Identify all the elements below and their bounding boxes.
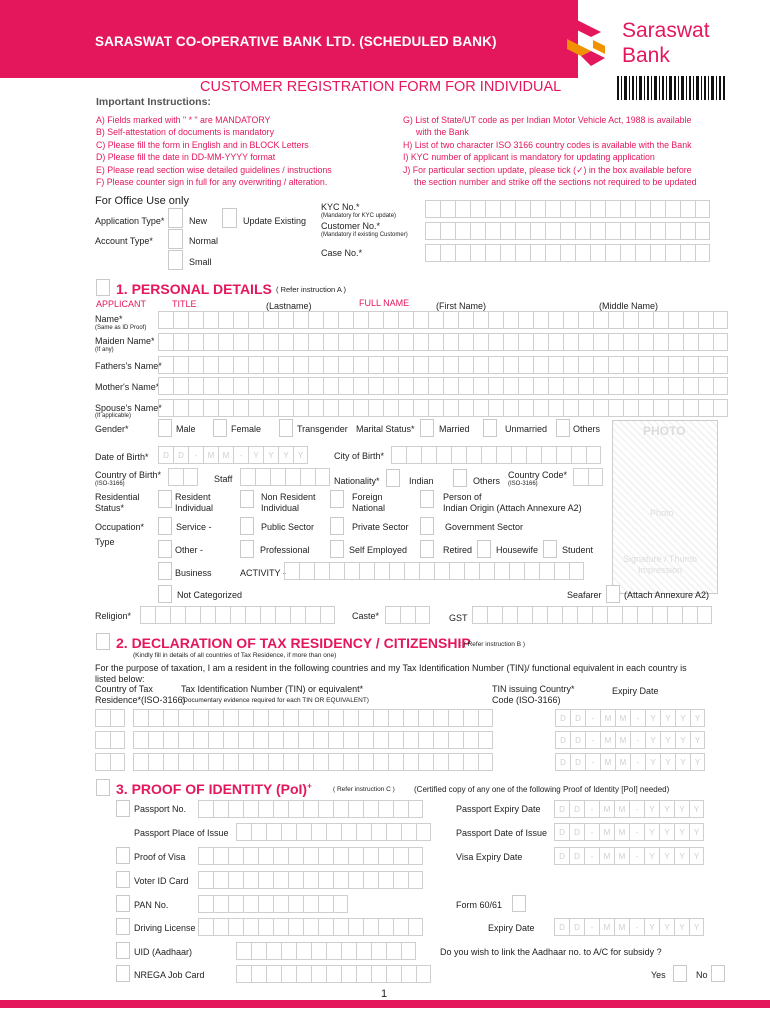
foreign-checkbox[interactable]: [330, 490, 344, 508]
female-label: Female: [231, 424, 262, 434]
small-label: Small: [189, 257, 212, 267]
nrega-input[interactable]: [236, 965, 431, 983]
voter-label: Voter ID Card: [134, 876, 189, 886]
non-resident-label: Non Resident: [261, 492, 316, 502]
dl-expiry-input[interactable]: D D - M M - Y Y Y Y: [554, 918, 704, 936]
others-marital-checkbox[interactable]: [556, 419, 570, 437]
pio-label: Person of: [443, 492, 482, 502]
caste-label: Caste*: [352, 611, 380, 621]
professional-checkbox[interactable]: [240, 540, 254, 558]
gst-input[interactable]: [472, 606, 712, 624]
normal-label: Normal: [189, 236, 219, 246]
staff-input[interactable]: [240, 468, 330, 486]
tax-col2b: (Documentary evidence required for each TIN OR EQUIVALENT): [181, 697, 369, 704]
fathers-input[interactable]: [158, 356, 728, 374]
voter-checkbox[interactable]: [116, 871, 130, 888]
pan-label: PAN No.: [134, 900, 169, 910]
case-label: Case No.*: [321, 248, 363, 258]
private-label: Private Sector: [352, 522, 409, 532]
passport-checkbox[interactable]: [116, 800, 130, 817]
barcode-icon: [617, 76, 725, 100]
visa-expiry-input[interactable]: D D - M M - Y Y Y Y: [554, 847, 704, 865]
logo-text: Saraswat Bank: [622, 19, 710, 67]
transgender-checkbox[interactable]: [279, 419, 293, 437]
pan-checkbox[interactable]: [116, 895, 130, 912]
maiden-input[interactable]: [158, 333, 728, 351]
staff-label: Staff: [214, 474, 233, 484]
housewife-checkbox[interactable]: [477, 540, 491, 558]
fullname-col: FULL NAME: [359, 298, 410, 308]
resident-checkbox[interactable]: [158, 490, 172, 508]
transgender-label: Transgender: [297, 424, 348, 434]
tax-col3b: Code (ISO-3166): [492, 695, 561, 705]
country-code-label: Country Code*: [508, 470, 568, 480]
uid-input[interactable]: [236, 942, 416, 960]
uid-checkbox[interactable]: [116, 942, 130, 959]
case-input[interactable]: [425, 244, 710, 262]
tax-row-tin[interactable]: [133, 753, 493, 771]
service-checkbox[interactable]: [158, 517, 172, 535]
retired-label: Retired: [443, 545, 473, 555]
passport-place-input[interactable]: [236, 823, 431, 841]
others-marital-label: Others: [573, 424, 601, 434]
unmarried-label: Unmarried: [505, 424, 548, 434]
retired-checkbox[interactable]: [420, 540, 434, 558]
male-checkbox[interactable]: [158, 419, 172, 437]
app-type-label: Application Type*: [95, 216, 165, 226]
dl-expiry-label: Expiry Date: [488, 923, 535, 933]
passport-place-label: Passport Place of Issue: [134, 828, 229, 838]
section2-intro2: listed below:: [95, 674, 145, 684]
resident-label: Resident: [175, 492, 211, 502]
section1-ref: ( Refer instruction A ): [276, 285, 347, 294]
new-checkbox[interactable]: [168, 208, 183, 228]
aadhaar-link-label: Do you wish to link the Aadhaar no. to A/C for subsidy ?: [440, 947, 662, 957]
country-birth-iso: (ISO-3166): [95, 481, 125, 487]
maiden-note: (If any): [95, 347, 114, 353]
mothers-input[interactable]: [158, 377, 728, 395]
name-input[interactable]: [158, 311, 728, 329]
resident-label2: Individual: [175, 503, 214, 513]
dob-label: Date of Birth*: [95, 452, 149, 462]
pio-checkbox[interactable]: [420, 490, 434, 508]
self-employed-checkbox[interactable]: [330, 540, 344, 558]
normal-checkbox[interactable]: [168, 229, 183, 249]
activity-label: ACTIVITY -: [240, 568, 286, 578]
govt-label: Government Sector: [445, 522, 524, 532]
section2-title: 2. DECLARATION OF TAX RESIDENCY / CITIZENSHIP: [116, 635, 471, 651]
professional-label: Professional: [260, 545, 310, 555]
section2-ref: : ( Refer instruction B ): [460, 641, 526, 648]
maiden-label: Maiden Name*: [95, 336, 155, 346]
office-heading: For Office Use only: [95, 195, 189, 207]
kyc-label: KYC No.*: [321, 202, 360, 212]
seafarer-label: Seafarer: [567, 590, 602, 600]
female-checkbox[interactable]: [213, 419, 227, 437]
nrega-checkbox[interactable]: [116, 965, 130, 982]
tax-row-expiry[interactable]: D D - M M - Y Y Y Y: [555, 709, 705, 727]
page-number: 1: [381, 988, 388, 1000]
uid-label: UID (Aadhaar): [134, 947, 193, 957]
indian-label: Indian: [409, 476, 434, 486]
instructions-right: G) List of State/UT code as per Indian Motor Vehicle Act, 1988 is available with the Bank H) List of two character ISO 3166 country codes is available with the Bank I) KYC number of applicant is mandatory for updating application J) For particular section update, please tick (✓) in the box available before the section number and strike off the sections not required to be updated: [403, 115, 697, 188]
section1-title: 1. PERSONAL DETAILS: [116, 281, 272, 297]
firstname-col: (First Name): [436, 301, 486, 311]
seafarer-checkbox[interactable]: [606, 585, 620, 603]
spouse-note: (If applicable): [95, 413, 132, 419]
dl-input[interactable]: [198, 918, 423, 936]
spouse-input[interactable]: [158, 399, 728, 417]
tax-row-country[interactable]: [95, 731, 125, 749]
customer-input[interactable]: [425, 222, 710, 240]
sign-label2: Impression: [638, 565, 683, 575]
student-checkbox[interactable]: [543, 540, 557, 558]
photo-heading: PHOTO: [643, 424, 686, 438]
new-label: New: [189, 216, 208, 226]
dob-input[interactable]: D D - M M - Y Y Y Y: [158, 446, 308, 464]
tax-row-country[interactable]: [95, 753, 125, 771]
tax-row-expiry[interactable]: D D - M M - Y Y Y Y: [555, 731, 705, 749]
form-title: CUSTOMER REGISTRATION FORM FOR INDIVIDUAL: [200, 79, 562, 95]
unmarried-checkbox[interactable]: [483, 419, 497, 437]
update-checkbox[interactable]: [222, 208, 237, 228]
footer-bar: [0, 1000, 770, 1008]
country-birth-label: Country of Birth*: [95, 470, 162, 480]
instructions-heading: Important Instructions:: [96, 96, 211, 108]
tax-col1: Country of Tax: [95, 684, 153, 694]
city-birth-input[interactable]: [391, 446, 601, 464]
acc-type-label: Account Type*: [95, 236, 153, 246]
nationality-label: Nationality*: [334, 476, 380, 486]
country-birth-input[interactable]: [168, 468, 198, 486]
passport-expiry-label: Passport Expiry Date: [456, 804, 541, 814]
housewife-label: Housewife: [496, 545, 539, 555]
instructions-left: A) Fields marked with " * " are MANDATORY B) Self-attestation of documents is mandatory C) Please fill the form in English and in BLOCK Letters D) Please fill the date in DD-MM-YYYY format E) Please read section wise detailed guidelines / instructions F) Please counter sign in full for any overwriting / alteration.: [96, 115, 332, 188]
others-nat-label: Others: [473, 476, 501, 486]
married-checkbox[interactable]: [420, 419, 434, 437]
marital-label: Marital Status*: [356, 424, 415, 434]
lastname-col: (Lastname): [266, 301, 312, 311]
passport-expiry-input[interactable]: D D - M M - Y Y Y Y: [554, 800, 704, 818]
bank-name: SARASWAT CO-OPERATIVE BANK LTD. (SCHEDULED BANK): [95, 34, 497, 49]
applicant-label: APPLICANT: [96, 299, 147, 309]
dl-label: Driving License: [134, 923, 196, 933]
passport-label: Passport No.: [134, 804, 187, 814]
tax-row-expiry[interactable]: D D - M M - Y Y Y Y: [555, 753, 705, 771]
saraswat-logo-icon: [557, 14, 615, 72]
res-status-label2: Status*: [95, 503, 125, 513]
fathers-label: Fathers's Name*: [95, 361, 162, 371]
male-label: Male: [176, 424, 196, 434]
other-occ-checkbox[interactable]: [158, 540, 172, 558]
kyc-note: (Mandatory for KYC update): [321, 213, 397, 219]
foreign-label: Foreign: [352, 492, 383, 502]
caste-input[interactable]: [385, 606, 430, 624]
visa-checkbox[interactable]: [116, 847, 130, 864]
pan-input[interactable]: [198, 895, 348, 913]
tax-row-tin[interactable]: [133, 731, 493, 749]
occupation-label2: Type: [95, 537, 115, 547]
visa-expiry-label: Visa Expiry Date: [456, 852, 523, 862]
photo-label: Photo: [650, 508, 674, 518]
tax-col3: TIN issuing Country*: [492, 684, 575, 694]
tax-row-tin[interactable]: [133, 709, 493, 727]
section3-checkbox[interactable]: [96, 779, 110, 796]
dl-checkbox[interactable]: [116, 918, 130, 935]
other-occ-label: Other -: [175, 545, 204, 555]
mothers-label: Mother's Name*: [95, 382, 160, 392]
gender-label: Gender*: [95, 424, 129, 434]
not-categorized-checkbox[interactable]: [158, 585, 172, 603]
tax-col2: Tax Identification Number (TIN) or equivalent*: [181, 684, 364, 694]
small-checkbox[interactable]: [168, 250, 183, 270]
middlename-col: (Middle Name): [599, 301, 659, 311]
section2-intro: For the purpose of taxation, I am a resident in the following countries and my Tax Identification Number (TIN)/ functional equivalent in each country is: [95, 663, 687, 673]
section1-checkbox[interactable]: [96, 279, 110, 296]
student-label: Student: [562, 545, 594, 555]
customer-note: (Mandatory if existing Customer): [321, 232, 408, 238]
title-col: TITLE: [172, 299, 197, 309]
indian-checkbox[interactable]: [386, 469, 400, 487]
passport-input[interactable]: [198, 800, 423, 818]
country-code-input[interactable]: [573, 468, 603, 486]
service-label: Service -: [176, 522, 212, 532]
foreign-label2: National: [352, 503, 386, 513]
yes-checkbox[interactable]: [673, 965, 687, 982]
religion-input[interactable]: [140, 606, 335, 624]
private-checkbox[interactable]: [330, 517, 344, 535]
nrega-label: NREGA Job Card: [134, 970, 205, 980]
no-label: No: [696, 970, 708, 980]
gst-label: GST: [449, 613, 468, 623]
section3-ref: ( Refer instruction C ): [333, 786, 395, 793]
kyc-input[interactable]: [425, 200, 710, 218]
non-resident-checkbox[interactable]: [240, 490, 254, 508]
city-birth-label: City of Birth*: [334, 451, 385, 461]
sign-label: Signature / Thumb: [623, 554, 697, 564]
name-note: (Same as ID Proof): [95, 325, 147, 331]
res-status-label: Residential: [95, 492, 140, 502]
tax-col4: Expiry Date: [612, 686, 659, 696]
no-checkbox[interactable]: [711, 965, 725, 982]
annex-label: (Attach Annexure A2): [624, 590, 710, 600]
pio-label2: Indian Origin (Attach Annexure A2): [443, 503, 582, 513]
religion-label: Religion*: [95, 611, 132, 621]
activity-input[interactable]: [284, 562, 584, 580]
self-employed-label: Self Employed: [349, 545, 408, 555]
section3-note: (Certified copy of any one of the following Proof of Identity [PoI] needed): [414, 785, 670, 794]
business-checkbox[interactable]: [158, 562, 172, 580]
tax-col1b: Residence*(ISO-3166): [95, 695, 186, 705]
form60-checkbox[interactable]: [512, 895, 526, 912]
section3-title: 3. PROOF OF IDENTITY (PoI)+: [116, 781, 312, 797]
others-nat-checkbox[interactable]: [453, 469, 467, 487]
visa-label: Proof of Visa: [134, 852, 186, 862]
spouse-label: Spouse's Name*: [95, 403, 162, 413]
yes-label: Yes: [651, 970, 666, 980]
married-label: Married: [439, 424, 470, 434]
govt-checkbox[interactable]: [420, 517, 434, 535]
passport-issue-input[interactable]: D D - M M - Y Y Y Y: [554, 823, 704, 841]
tax-row-country[interactable]: [95, 709, 125, 727]
update-label: Update Existing: [243, 216, 307, 226]
visa-input[interactable]: [198, 847, 423, 865]
voter-input[interactable]: [198, 871, 423, 889]
name-label: Name*: [95, 314, 123, 324]
country-code-iso: (ISO-3166): [508, 481, 538, 487]
non-resident-label2: Individual: [261, 503, 300, 513]
passport-issue-label: Passport Date of Issue: [456, 828, 548, 838]
customer-label: Customer No.*: [321, 221, 381, 231]
public-checkbox[interactable]: [240, 517, 254, 535]
section2-note: (Kindly fill in details of all countries of Tax Residence, if more than one): [133, 652, 337, 659]
business-label: Business: [175, 568, 212, 578]
occupation-label: Occupation*: [95, 522, 145, 532]
public-label: Public Sector: [261, 522, 315, 532]
form60-label: Form 60/61: [456, 900, 503, 910]
section2-checkbox[interactable]: [96, 633, 110, 650]
not-categorized-label: Not Categorized: [177, 590, 243, 600]
